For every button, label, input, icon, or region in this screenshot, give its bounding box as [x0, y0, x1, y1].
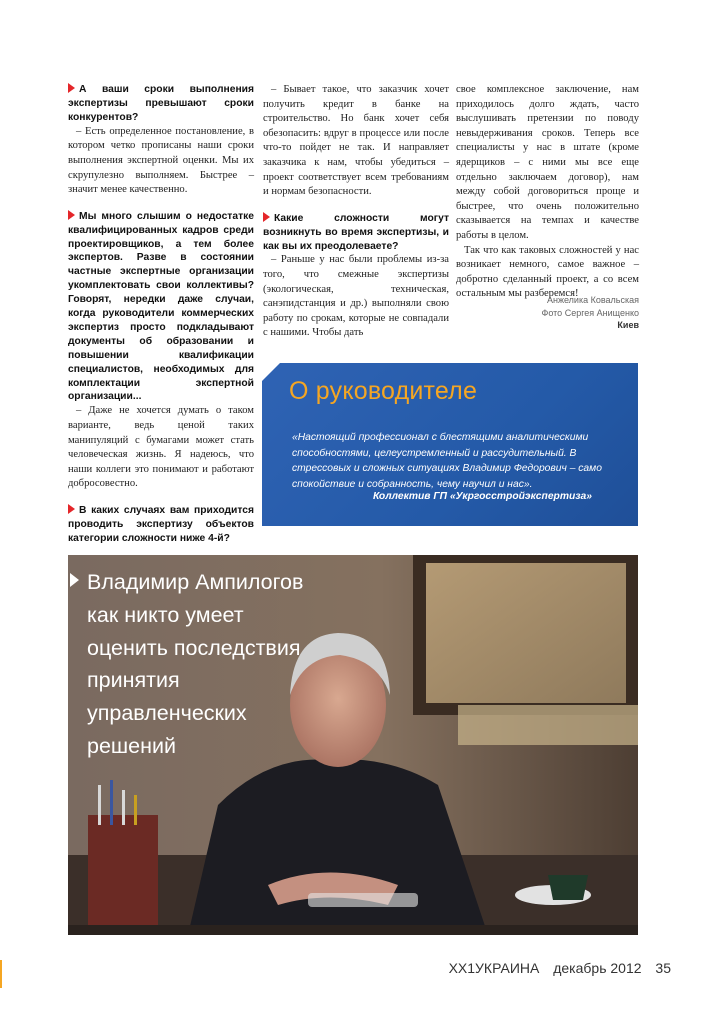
city-label: Киев	[617, 320, 639, 330]
about-leader-title: О руководителе	[289, 377, 478, 405]
question-4: Какие сложности могут возникнуть во время экспертизы, и как вы их преодолеваете?	[263, 212, 449, 252]
page-number: 35	[655, 960, 671, 976]
answer-1: – Есть определенное постановление, в котором четко прописаны наши сроки выполнения экспертной оценки. Мы их скрупулезно выполняем. Быстрее – значит менее качественно.	[68, 125, 254, 196]
red-arrow-icon	[68, 83, 75, 93]
issue-date: декабрь 2012	[553, 960, 642, 976]
about-leader-quote: «Настоящий профессионал с блестящими аналитическими способностями, целеустремленный и рассудительный. В стрессовых и сложных ситуациях Владимир Федорович – само спокойствие и собранность, чему научил и нас».	[292, 432, 602, 490]
question-1: А ваши сроки выполнения экспертизы превышают сроки конкурентов?	[68, 84, 254, 123]
question-2: Мы много слышим о недостатке квалифицированных кадров среди проектировщиков, а тем более экспертов. Разве в состоянии частные экспертные организации укомплектовать свои коллективы? Говорят, нередки даже случаи, когда руководители коммерческих экспертиз просто подкладывают документы об образовании и повышении квалификации специалистов, необходимых для комплектации экспертной организации...	[68, 210, 254, 403]
photo-credit: Фото Сергея Анищенко	[541, 308, 639, 318]
page-edge-marker	[0, 960, 2, 988]
answer-4-continued: свое комплексное заключение, нам приходилось долго ждать, часто выслушивать претензии по поводу невыдерживания сроков. Теперь все специалисты у нас в штате (кроме ядерщиков – с ними мы все еще отдельно заключаем договор), нам между собой договориться проще и быстрее, что очень положительно сказывается на темпах и качестве работы в целом.	[456, 84, 639, 241]
about-leader-signature: Коллектив ГП «Укргосстройэкспертиза»	[372, 491, 592, 502]
answer-4: – Раньше у нас были проблемы из-за того, что смежные экспертизы (экологическая, техническая, санэпидстанция и др.) выполняли свою работу по срокам, которые не совпадали с нашими. Чтобы дать	[263, 254, 449, 339]
photo-caption: Владимир Ампилогов как никто умеет оценить последствия принятия управленческих решений	[87, 570, 304, 758]
red-arrow-icon	[68, 504, 75, 514]
caption-arrow-icon	[70, 573, 79, 587]
article-column-3	[456, 83, 639, 302]
red-arrow-icon	[68, 210, 75, 220]
answer-3: – Бывает такое, что заказчик хочет получить кредит в банке на строительство. Но банк хочет себя обезопасить: вдруг в процессе или после что-то пойдет не так. И направляет заказчика к нам, чтобы убедиться – проект соответствует всем требованиям и нормам безопасности.	[263, 84, 449, 198]
article-column-2	[263, 83, 449, 341]
magazine-name: ХХ1УКРАИНА	[448, 960, 540, 976]
answer-5: Так что как таковых сложностей у нас возникает немного, самое важное – добротно сделанный проект, а со всем остальным мы разберемся!	[456, 244, 639, 300]
article-column-1	[68, 83, 254, 546]
question-3: В каких случаях вам приходится проводить экспертизу объектов категории сложности ниже 4-й?	[68, 504, 254, 544]
page-footer	[439, 960, 671, 976]
author-name: Анжелика Ковальская	[546, 295, 639, 305]
red-arrow-icon	[263, 212, 270, 222]
answer-2: – Даже не хочется думать о таком варианте, ведь ценой таких манипуляций с бумагами может стать человеческая жизнь. Я надеюсь, что наши коллеги это понимают и работают добросовестно.	[68, 405, 254, 490]
